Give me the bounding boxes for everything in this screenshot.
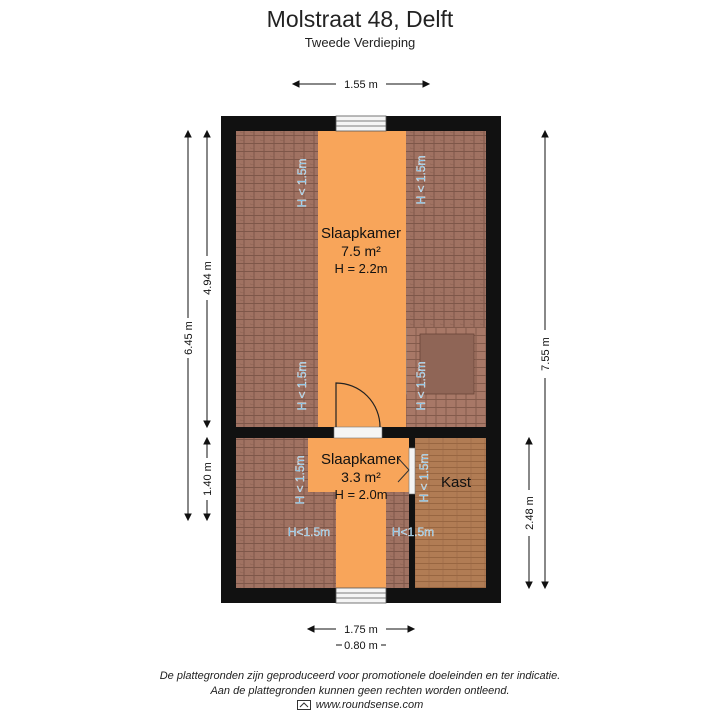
dimension-label-right-total: 7.55 m — [540, 337, 552, 371]
low-ceiling-label: H < 1.5m — [295, 158, 309, 208]
low-ceiling-label: H < 1.5m — [417, 453, 431, 503]
dimension-label-left-upper: 4.94 m — [202, 261, 214, 295]
stair-inner — [420, 334, 474, 394]
room-area: 7.5 m² — [341, 243, 381, 259]
footer-disclaimer-line2: Aan de plattegronden kunnen geen rechten worden ontleend. — [210, 685, 510, 697]
window-top — [336, 116, 386, 131]
low-ceiling-label: H < 1.5m — [293, 455, 307, 505]
door-opening — [334, 427, 382, 438]
room-height: H = 2.0m — [334, 487, 388, 502]
footer-website[interactable] — [0, 699, 720, 711]
dimension-label-bottom-door: 0.80 m — [344, 640, 378, 652]
dimension-label-bottom: 1.75 m — [344, 624, 378, 636]
dimension-label-left-total: 6.45 m — [183, 321, 195, 355]
plan-subtitle: Tweede Verdieping — [304, 35, 416, 50]
window-bottom — [336, 588, 386, 603]
low-ceiling-label: H<1.5m — [287, 525, 331, 539]
floor-slaapkamer-upper — [318, 131, 406, 427]
low-ceiling-label: H < 1.5m — [414, 155, 428, 205]
low-ceiling-label: H < 1.5m — [295, 361, 309, 411]
room-name: Kast — [440, 474, 472, 491]
room-name: Slaapkamer — [320, 451, 402, 468]
footer-website-text: www.roundsense.com — [315, 699, 424, 711]
footer-disclaimer-line1: De plattegronden zijn geproduceerd voor promotionele doeleinden en ter indicatie. — [159, 670, 561, 682]
low-ceiling-label: H<1.5m — [391, 525, 435, 539]
dimension-label-left-lower: 1.40 m — [202, 462, 214, 496]
room-name: Slaapkamer — [320, 225, 402, 242]
dimension-label-right-lower: 2.48 m — [524, 496, 536, 530]
kast-door-opening — [409, 448, 415, 494]
room-area: 3.3 m² — [341, 469, 381, 485]
room-height: H = 2.2m — [334, 261, 388, 276]
low-ceiling-label: H < 1.5m — [414, 361, 428, 411]
logo-icon — [297, 700, 311, 710]
plan-title: Molstraat 48, Delft — [266, 6, 454, 32]
dimension-label-top: 1.55 m — [344, 79, 378, 91]
